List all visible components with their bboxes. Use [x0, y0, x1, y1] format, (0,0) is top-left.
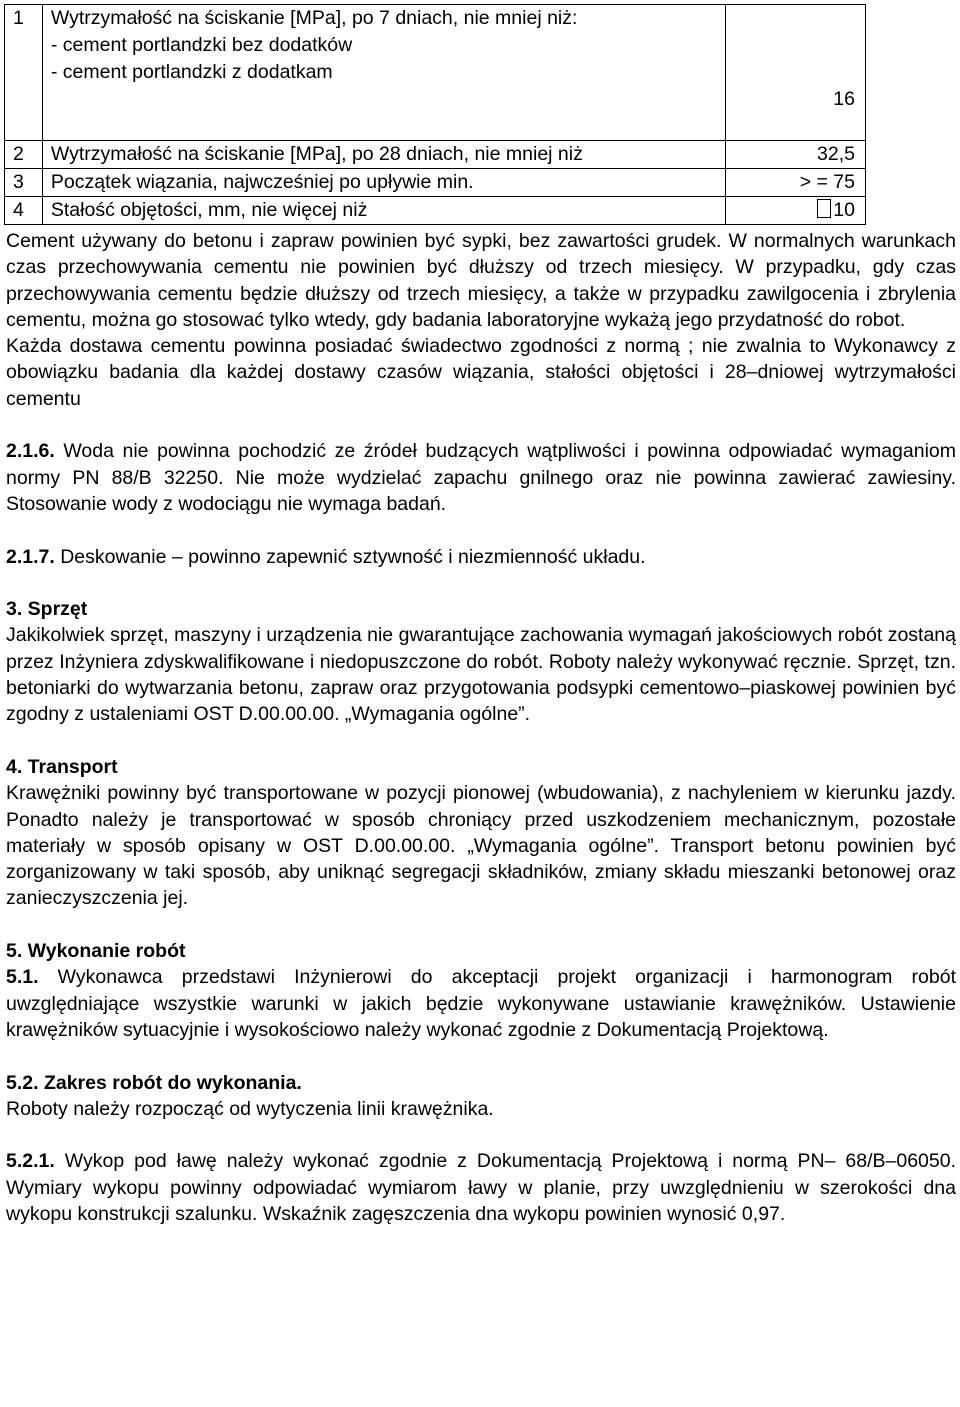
row-description-line: Wytrzymałość na ściskanie [MPa], po 7 dniach, nie mniej niż:: [50, 7, 578, 29]
document-body: [6, 228, 956, 1227]
row-description: Początek wiązania, najwcześniej po upływie min.: [42, 169, 725, 197]
row-description: Wytrzymałość na ściskanie [MPa], po 28 dniach, nie mniej niż: [42, 141, 725, 169]
row-value-text: 10: [833, 199, 855, 221]
row-value: 32,5: [725, 141, 865, 169]
paragraph-scope: Roboty należy rozpocząć od wytyczenia linii krawężnika.: [6, 1097, 494, 1120]
row-number: 1: [5, 5, 43, 141]
paragraph-water: [6, 438, 956, 517]
row-number: 2: [5, 141, 43, 169]
cement-requirements-table: [4, 4, 866, 225]
paragraph-formwork: [6, 544, 956, 570]
paragraph-excavation: [6, 1148, 956, 1227]
table-row: [5, 5, 866, 141]
table-row: [5, 141, 866, 169]
section-heading-transport: 4. Transport: [6, 755, 118, 778]
section-number: 5.2.1.: [6, 1150, 55, 1173]
section-number: 5.1.: [6, 966, 39, 989]
row-value: 16: [725, 5, 865, 141]
paragraph-text: Deskowanie – powinno zapewnić sztywność i niezmienność układu.: [54, 545, 646, 568]
paragraph-text: Wykonawca przedstawi Inżynierowi do akceptacji projekt organizacji i harmonogram robót uwzględniające wszystkie warunki w jakich będzie wykonywane ustawianie krawężników. Ustawienie krawężników sytuacyjnie i wysokościowo należy wykonać zgodnie z Dokumentacją Projektową.: [6, 966, 956, 1041]
row-description: Stałość objętości, mm, nie więcej niż: [42, 197, 725, 225]
paragraph-equipment: Jakikolwiek sprzęt, maszyny i urządzenia nie gwarantujące zachowania wymagań jakościowych robót zostaną przez Inżyniera zdyskwalifikowane i niedopuszczone do robót. Roboty należy wykonywać ręcznie. Sprzęt, tzn. betoniarki do wytwarzania betonu, zapraw oraz przygotowania podsypki cementowo–piaskowej powinien być zgodny z ustaleniami OST D.00.00.00. „Wymagania ogólne”.: [6, 624, 956, 726]
table-row: [5, 169, 866, 197]
paragraph-cement-storage: Cement używany do betonu i zapraw powinien być sypki, bez zawartości grudek. W normalnych warunkach czas przechowywania cementu nie powinien być dłuższy od trzech miesięcy. W przypadku, gdy czas przechowywania cementu będzie dłuższy od trzech miesięcy, a także w przypadku zawilgocenia i zbrylenia cementu, można go stosować tylko wtedy, gdy badania laboratoryjne wykażą jego przydatność do robot.: [6, 230, 956, 331]
row-number: 4: [5, 197, 43, 225]
section-heading-equipment: 3. Sprzęt: [6, 598, 88, 621]
row-description: [42, 5, 725, 141]
missing-glyph-icon: [817, 199, 831, 218]
section-heading-execution: 5. Wykonanie robót: [6, 940, 186, 963]
paragraph-text: Woda nie powinna pochodzić ze źródeł budzących wątpliwości i powinna odpowiadać wymaganiom normy PN 88/B 32250. Nie może wydzielać zapachu gnilnego oraz nie powinna zawierać zawiesiny. Stosowanie wody z wodociągu nie wymaga badań.: [6, 440, 956, 515]
paragraph-execution-5-1: [6, 964, 956, 1043]
table-row: [5, 197, 866, 225]
row-description-line: - cement portlandzki z dodatkam: [50, 61, 333, 83]
paragraph-text: Wykop pod ławę należy wykonać zgodnie z Dokumentacją Projektową i normą PN– 68/B–06050. Wymiary wykopu powinny odpowiadać wymiarom ławy w planie, przy uwzględnieniu w szerokości dna wykopu konstrukcji szalunku. Wskaźnik zagęszczenia dna wykopu powinien wynosić 0,97.: [6, 1150, 956, 1225]
section-number: 2.1.6.: [6, 440, 55, 463]
section-number: 2.1.7.: [6, 545, 55, 568]
row-number: 3: [5, 169, 43, 197]
paragraph-cement-certificate: Każda dostawa cementu powinna posiadać świadectwo zgodności z normą ; nie zwalnia to Wykonawcy z obowiązku badania dla każdej dostawy czasów wiązania, stałości objętości i 28–dniowej wytrzymałości cementu: [6, 335, 956, 410]
row-value: [725, 197, 865, 225]
paragraph-transport: Krawężniki powinny być transportowane w pozycji pionowej (wbudowania), z nachyleniem w kierunku jazdy. Ponadto należy je transportować w sposób chroniący przed uszkodzeniem mechanicznym, pozostałe materiały w sposób opisany w OST D.00.00.00. „Wymagania ogólne”. Transport betonu powinien być zorganizowany w taki sposób, aby uniknąć segregacji składników, zmiany składu mieszanki betonowej oraz zanieczyszczenia jej.: [6, 782, 956, 910]
section-heading-scope: 5.2. Zakres robót do wykonania.: [6, 1071, 302, 1094]
row-description-line: - cement portlandzki bez dodatków: [50, 34, 353, 56]
row-value: > = 75: [725, 169, 865, 197]
